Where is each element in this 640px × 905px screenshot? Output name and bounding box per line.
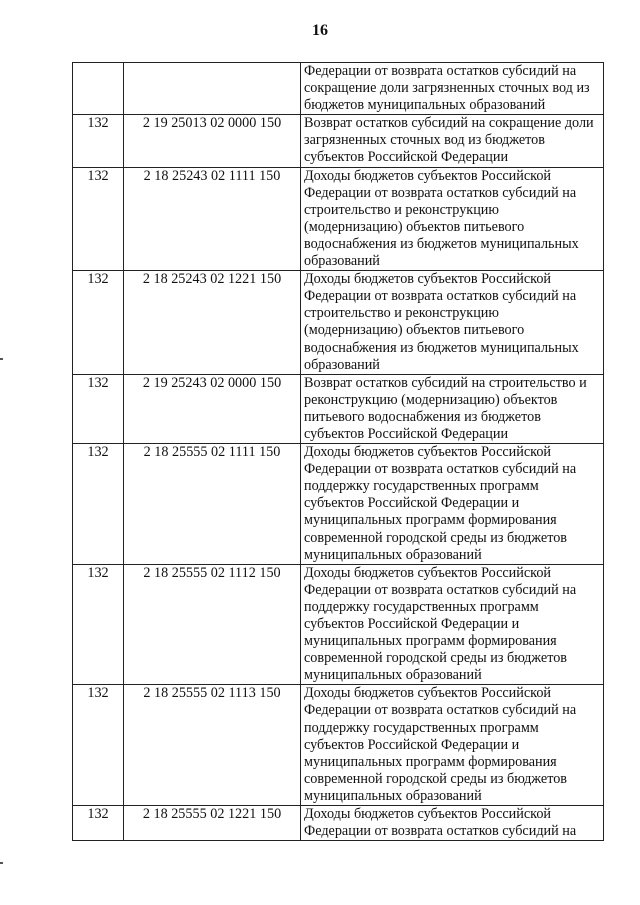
admin-code-cell	[73, 271, 124, 375]
kbk-code-text: 2 18 25555 02 1111 150	[143, 444, 281, 461]
revenue-name-text: Доходы бюджетов субъектов Российской Федерации от возврата остатков субсидий на строительство и реконструкцию (модернизацию) объектов питьевого водоснабжения из бюджетов муниципальных образований	[304, 167, 579, 270]
revenue-name-text: Возврат остатков субсидий на сокращение доли загрязненных сточных вод из бюджетов субъектов Российской Федерации	[304, 115, 594, 166]
revenue-name-cell	[301, 167, 604, 271]
table-row	[73, 444, 604, 565]
table-row	[73, 374, 604, 443]
table-row	[73, 167, 604, 271]
kbk-code-text: 2 19 25243 02 0000 150	[142, 374, 282, 391]
admin-code-text: 132	[87, 685, 109, 702]
scan-mark	[0, 358, 3, 360]
admin-code-text: 132	[87, 806, 109, 823]
admin-code-text: 132	[87, 444, 109, 461]
kbk-code-cell	[124, 374, 301, 443]
kbk-code-text: 2 18 25243 02 1111 150	[143, 167, 281, 184]
table-body	[73, 63, 604, 841]
kbk-code-cell	[124, 444, 301, 565]
revenue-name-text: Возврат остатков субсидий на строительство и реконструкцию (модернизацию) объектов питьевого водоснабжения из бюджетов субъектов Российской Федерации	[304, 374, 587, 442]
page-number: 16	[312, 22, 328, 39]
admin-code-cell	[73, 806, 124, 841]
admin-code-cell	[73, 63, 124, 115]
kbk-code-text: 2 18 25243 02 1221 150	[142, 271, 282, 288]
admin-code-cell	[73, 167, 124, 271]
revenue-name-cell	[301, 115, 604, 167]
table-row	[73, 806, 604, 841]
revenue-name-cell	[301, 271, 604, 375]
admin-code-text: 132	[87, 271, 109, 288]
kbk-code-text: 2 18 25555 02 1113 150	[143, 685, 281, 702]
table-row	[73, 115, 604, 167]
kbk-code-text: 2 18 25555 02 1221 150	[142, 806, 282, 823]
revenue-name-text: Доходы бюджетов субъектов Российской Федерации от возврата остатков субсидий на поддержку государственных программ субъектов Российской Федерации и муниципальных программ формирования современной городской среды из бюджетов муниципальных образований	[304, 685, 577, 804]
admin-code-cell	[73, 685, 124, 806]
revenue-name-text: Доходы бюджетов субъектов Российской Федерации от возврата остатков субсидий на поддержку государственных программ субъектов Российской Федерации и муниципальных программ формирования современной городской среды из бюджетов муниципальных образований	[304, 564, 577, 684]
revenue-name-cell	[301, 685, 604, 806]
revenue-name-cell	[301, 444, 604, 565]
revenue-name-cell	[301, 806, 604, 841]
table-row	[73, 685, 604, 806]
kbk-code-cell	[124, 271, 301, 375]
revenue-name-text: Доходы бюджетов субъектов Российской Федерации от возврата остатков субсидий на поддержку государственных программ субъектов Российской Федерации и муниципальных программ формирования современной городской среды из бюджетов муниципальных образований	[304, 444, 577, 563]
admin-code-text: 132	[87, 564, 109, 581]
revenue-name-cell	[301, 374, 604, 443]
admin-code-text: 132	[87, 115, 109, 132]
kbk-code-cell	[124, 115, 301, 167]
kbk-code-cell	[124, 564, 301, 685]
admin-code-cell	[73, 374, 124, 443]
table-row	[73, 564, 604, 685]
kbk-code-text: 2 19 25013 02 0000 150	[142, 115, 282, 132]
admin-code-cell	[73, 115, 124, 167]
budget-classification-table	[72, 62, 604, 841]
revenue-name-text: Федерации от возврата остатков субсидий на сокращение доли загрязненных сточных вод из бюджетов муниципальных образований	[304, 63, 590, 114]
admin-code-cell	[73, 444, 124, 565]
kbk-code-cell	[124, 806, 301, 841]
revenue-name-cell	[301, 63, 604, 115]
kbk-code-cell	[124, 167, 301, 271]
revenue-name-text: Доходы бюджетов субъектов Российской Федерации от возврата остатков субсидий на	[304, 806, 577, 840]
revenue-name-cell	[301, 564, 604, 685]
admin-code-cell	[73, 564, 124, 685]
table-row	[73, 63, 604, 115]
admin-code-text: 132	[87, 374, 109, 391]
scan-mark	[0, 862, 3, 864]
admin-code-text: 132	[87, 167, 109, 184]
kbk-code-cell	[124, 63, 301, 115]
table-row	[73, 271, 604, 375]
kbk-code-cell	[124, 685, 301, 806]
revenue-name-text: Доходы бюджетов субъектов Российской Федерации от возврата остатков субсидий на строительство и реконструкцию (модернизацию) объектов питьевого водоснабжения из бюджетов муниципальных образований	[304, 271, 579, 373]
kbk-code-text: 2 18 25555 02 1112 150	[143, 564, 281, 581]
